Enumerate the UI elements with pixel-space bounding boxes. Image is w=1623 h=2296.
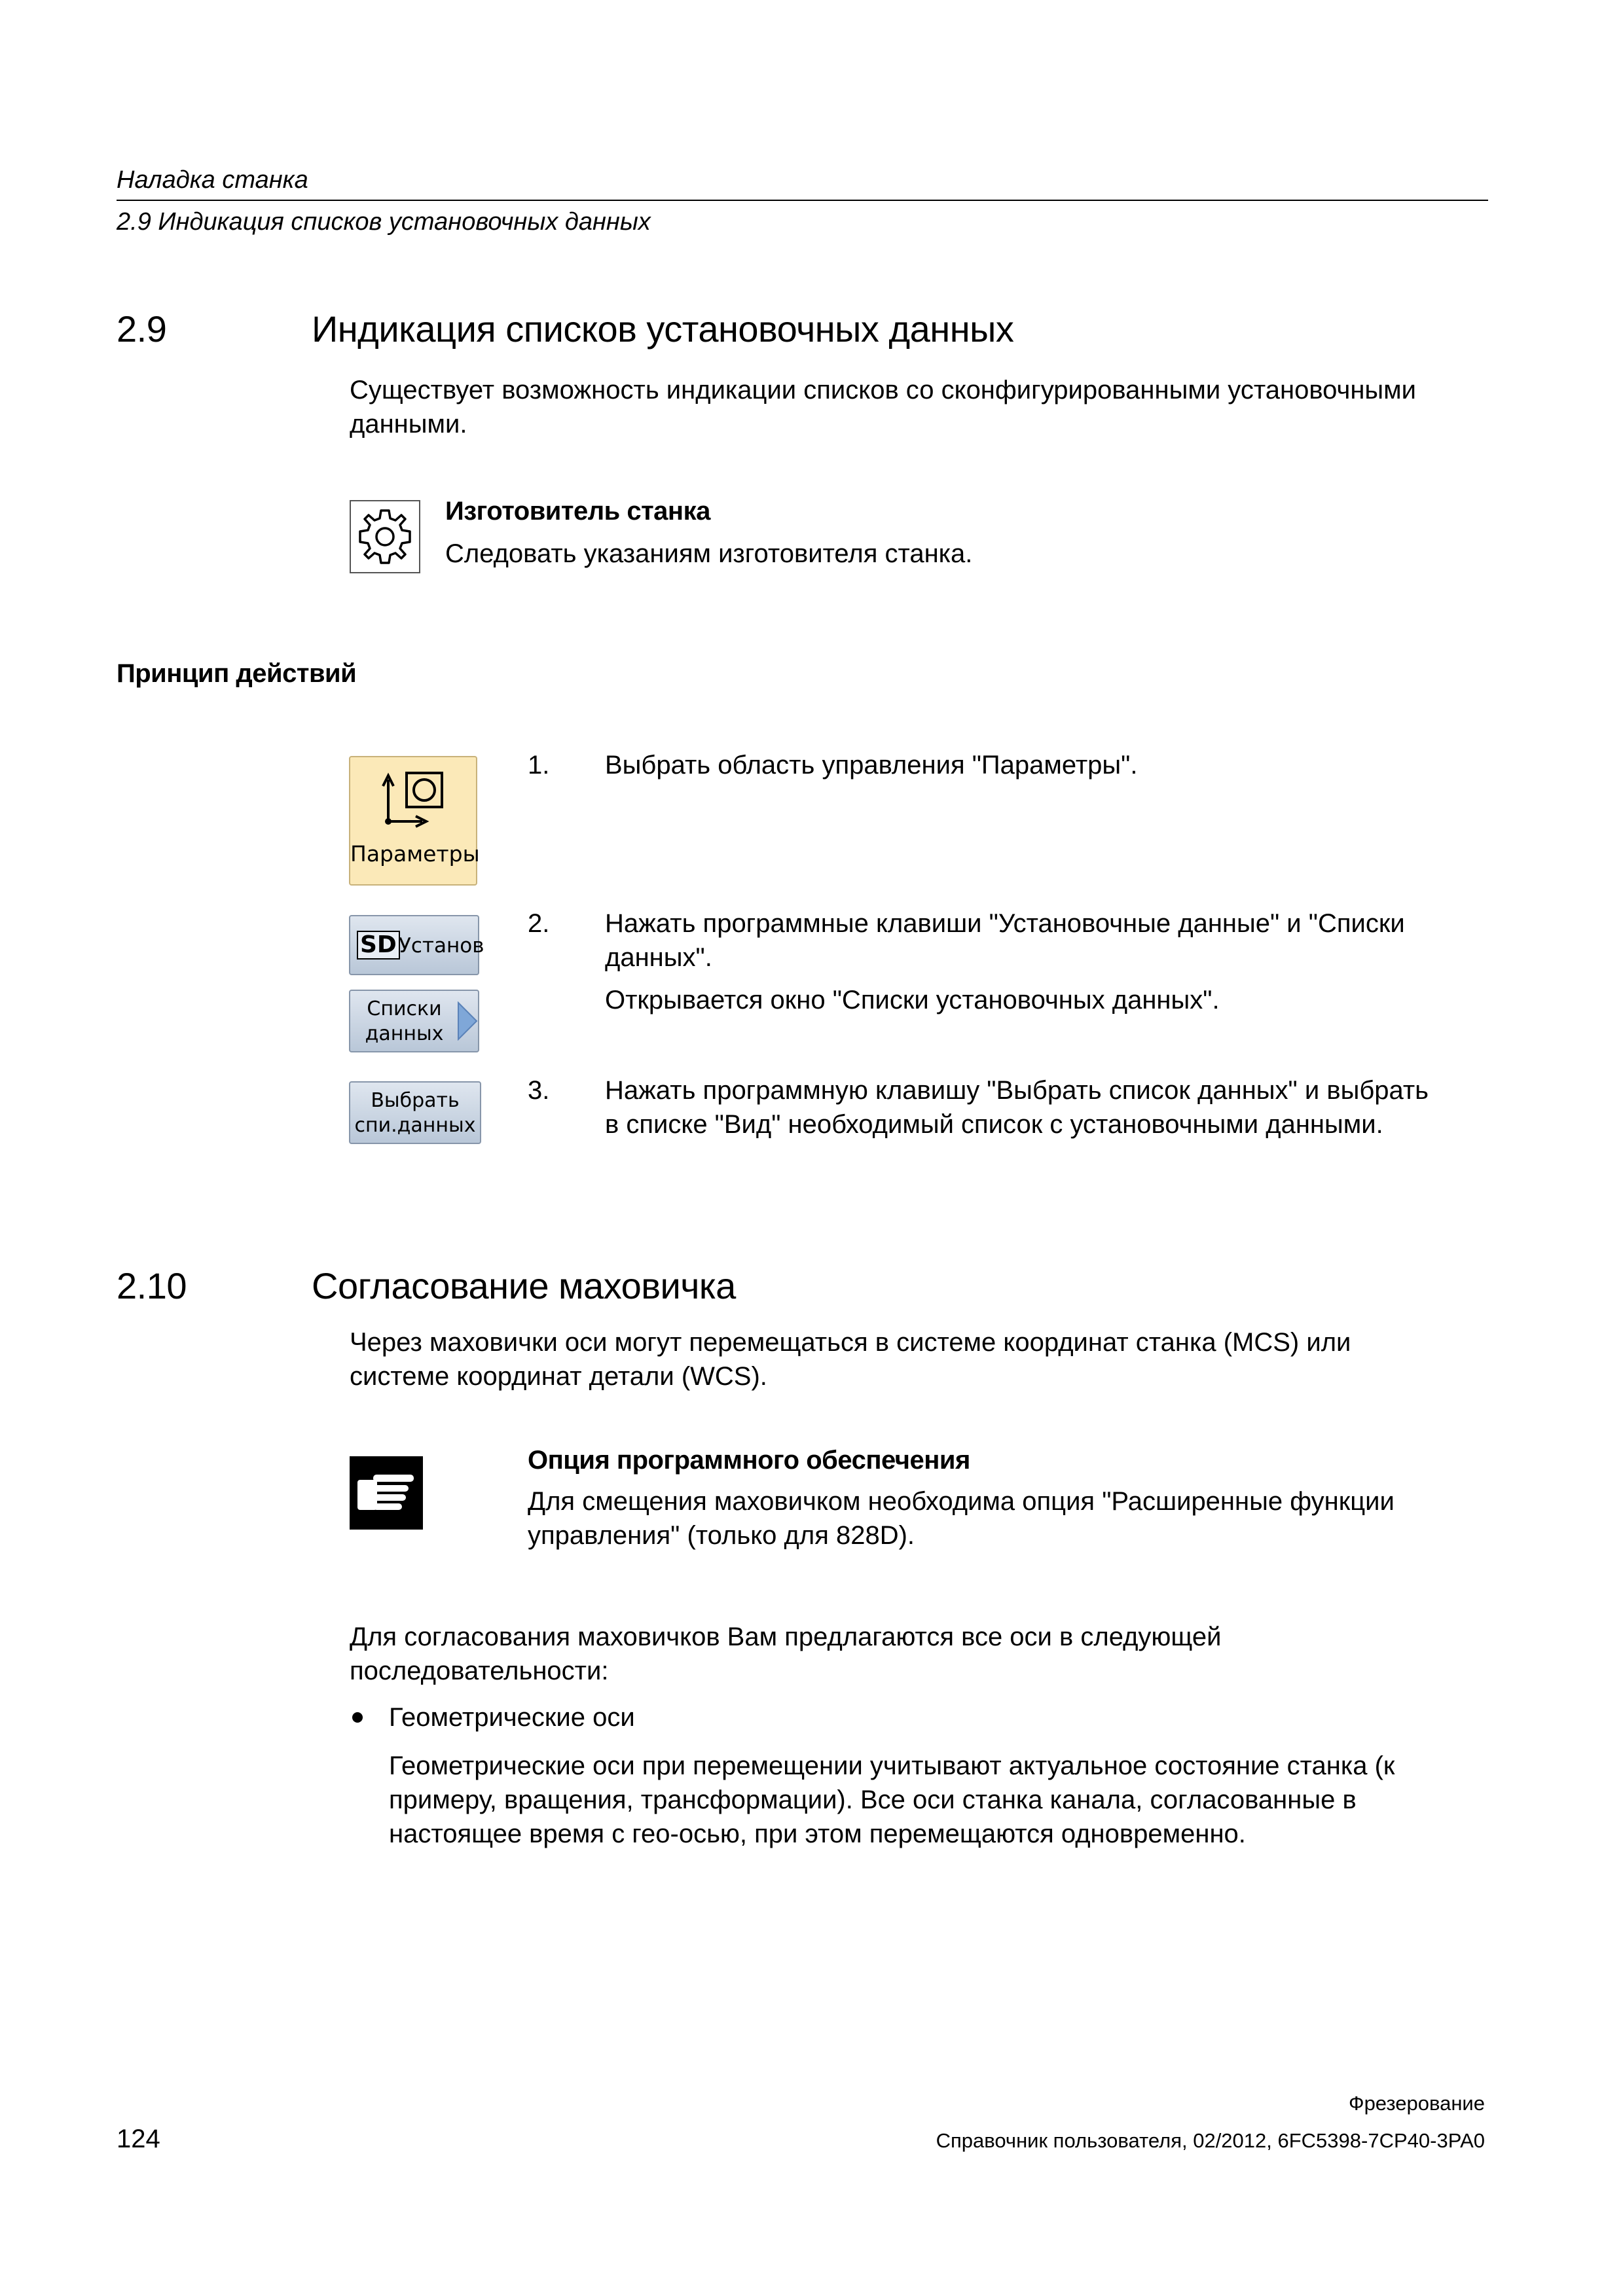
- step-3-text-line1: Нажать программную клавишу "Выбрать список данных" и выбрать: [605, 1076, 1429, 1105]
- step-2-text-line1: Нажать программные клавиши "Установочные данные" и "Списки: [605, 909, 1405, 938]
- option-text-line2: управления" (только для 828D).: [528, 1521, 915, 1550]
- data-lists-softkey-line1: Списки: [367, 997, 442, 1020]
- gear-icon: [350, 500, 420, 573]
- setting-data-softkey-label: Установ: [399, 934, 484, 958]
- arrow-right-icon: [457, 1001, 478, 1041]
- option-title: Опция программного обеспечения: [528, 1446, 970, 1475]
- assignment-paragraph-line2: последовательности:: [350, 1657, 609, 1685]
- section-2-9-intro-line1: Существует возможность индикации списков со сконфигурированными установочными: [350, 376, 1417, 404]
- step-2-result: Открывается окно "Списки установочных данных".: [605, 986, 1220, 1014]
- footer-manual: Справочник пользователя, 02/2012, 6FC5398-7CP40-3PA0: [936, 2129, 1485, 2152]
- bullet-dot: [352, 1712, 363, 1723]
- bullet-description-line3: настоящее время с гео-осью, при этом перемещаются одновременно.: [389, 1820, 1246, 1848]
- step-1-number: 1.: [528, 751, 550, 780]
- running-header-section: 2.9 Индикация списков установочных данных: [117, 208, 651, 236]
- step-1-text: Выбрать область управления "Параметры".: [605, 751, 1138, 780]
- note-text: Следовать указаниям изготовителя станка.: [445, 539, 973, 568]
- pointing-hand-icon: [350, 1456, 423, 1530]
- sd-badge: SD: [357, 931, 400, 960]
- section-2-10-title: Согласование маховичка: [312, 1265, 736, 1306]
- step-3-text-line2: в списке "Вид" необходимый список с установочными данными.: [605, 1110, 1383, 1139]
- page-number: 124: [117, 2125, 160, 2153]
- section-2-10-intro-line1: Через маховички оси могут перемещаться в системе координат станка (MCS) или: [350, 1328, 1351, 1357]
- option-text-line1: Для смещения маховичком необходима опция "Расширенные функции: [528, 1487, 1395, 1516]
- note-title: Изготовитель станка: [445, 497, 710, 526]
- setting-data-softkey[interactable]: [349, 915, 484, 975]
- footer-product: Фрезерование: [1349, 2092, 1485, 2115]
- section-2-10-intro-line2: системе координат детали (WCS).: [350, 1362, 767, 1391]
- assignment-paragraph-line1: Для согласования маховичков Вам предлагаются все оси в следующей: [350, 1623, 1222, 1651]
- running-header-chapter: Наладка станка: [117, 166, 308, 194]
- select-data-list-softkey[interactable]: [349, 1081, 481, 1144]
- section-2-10-number: 2.10: [117, 1265, 187, 1306]
- section-2-9-number: 2.9: [117, 308, 167, 350]
- data-lists-softkey[interactable]: [349, 990, 479, 1052]
- bullet-item: Геометрические оси: [389, 1703, 635, 1732]
- step-2-text-line2: данных".: [605, 943, 712, 972]
- parameters-softkey[interactable]: [349, 756, 480, 886]
- principle-heading: Принцип действий: [117, 659, 357, 688]
- bullet-description-line2: примеру, вращения, трансформации). Все оси станка канала, согласованные в: [389, 1785, 1357, 1814]
- select-data-list-softkey-line1: Выбрать: [371, 1089, 460, 1112]
- header-rule: [117, 200, 1488, 201]
- section-2-9-intro-line2: данными.: [350, 410, 467, 439]
- step-3-number: 3.: [528, 1076, 550, 1105]
- axes-icon: [376, 766, 448, 832]
- bullet-description-line1: Геометрические оси при перемещении учитывают актуальное состояние станка (к: [389, 1751, 1395, 1780]
- data-lists-softkey-line2: данных: [365, 1022, 444, 1045]
- parameters-softkey-label: Параметры: [350, 841, 480, 867]
- step-2-number: 2.: [528, 909, 550, 938]
- select-data-list-softkey-line2: спи.данных: [354, 1114, 476, 1137]
- section-2-9-title: Индикация списков установочных данных: [312, 308, 1014, 350]
